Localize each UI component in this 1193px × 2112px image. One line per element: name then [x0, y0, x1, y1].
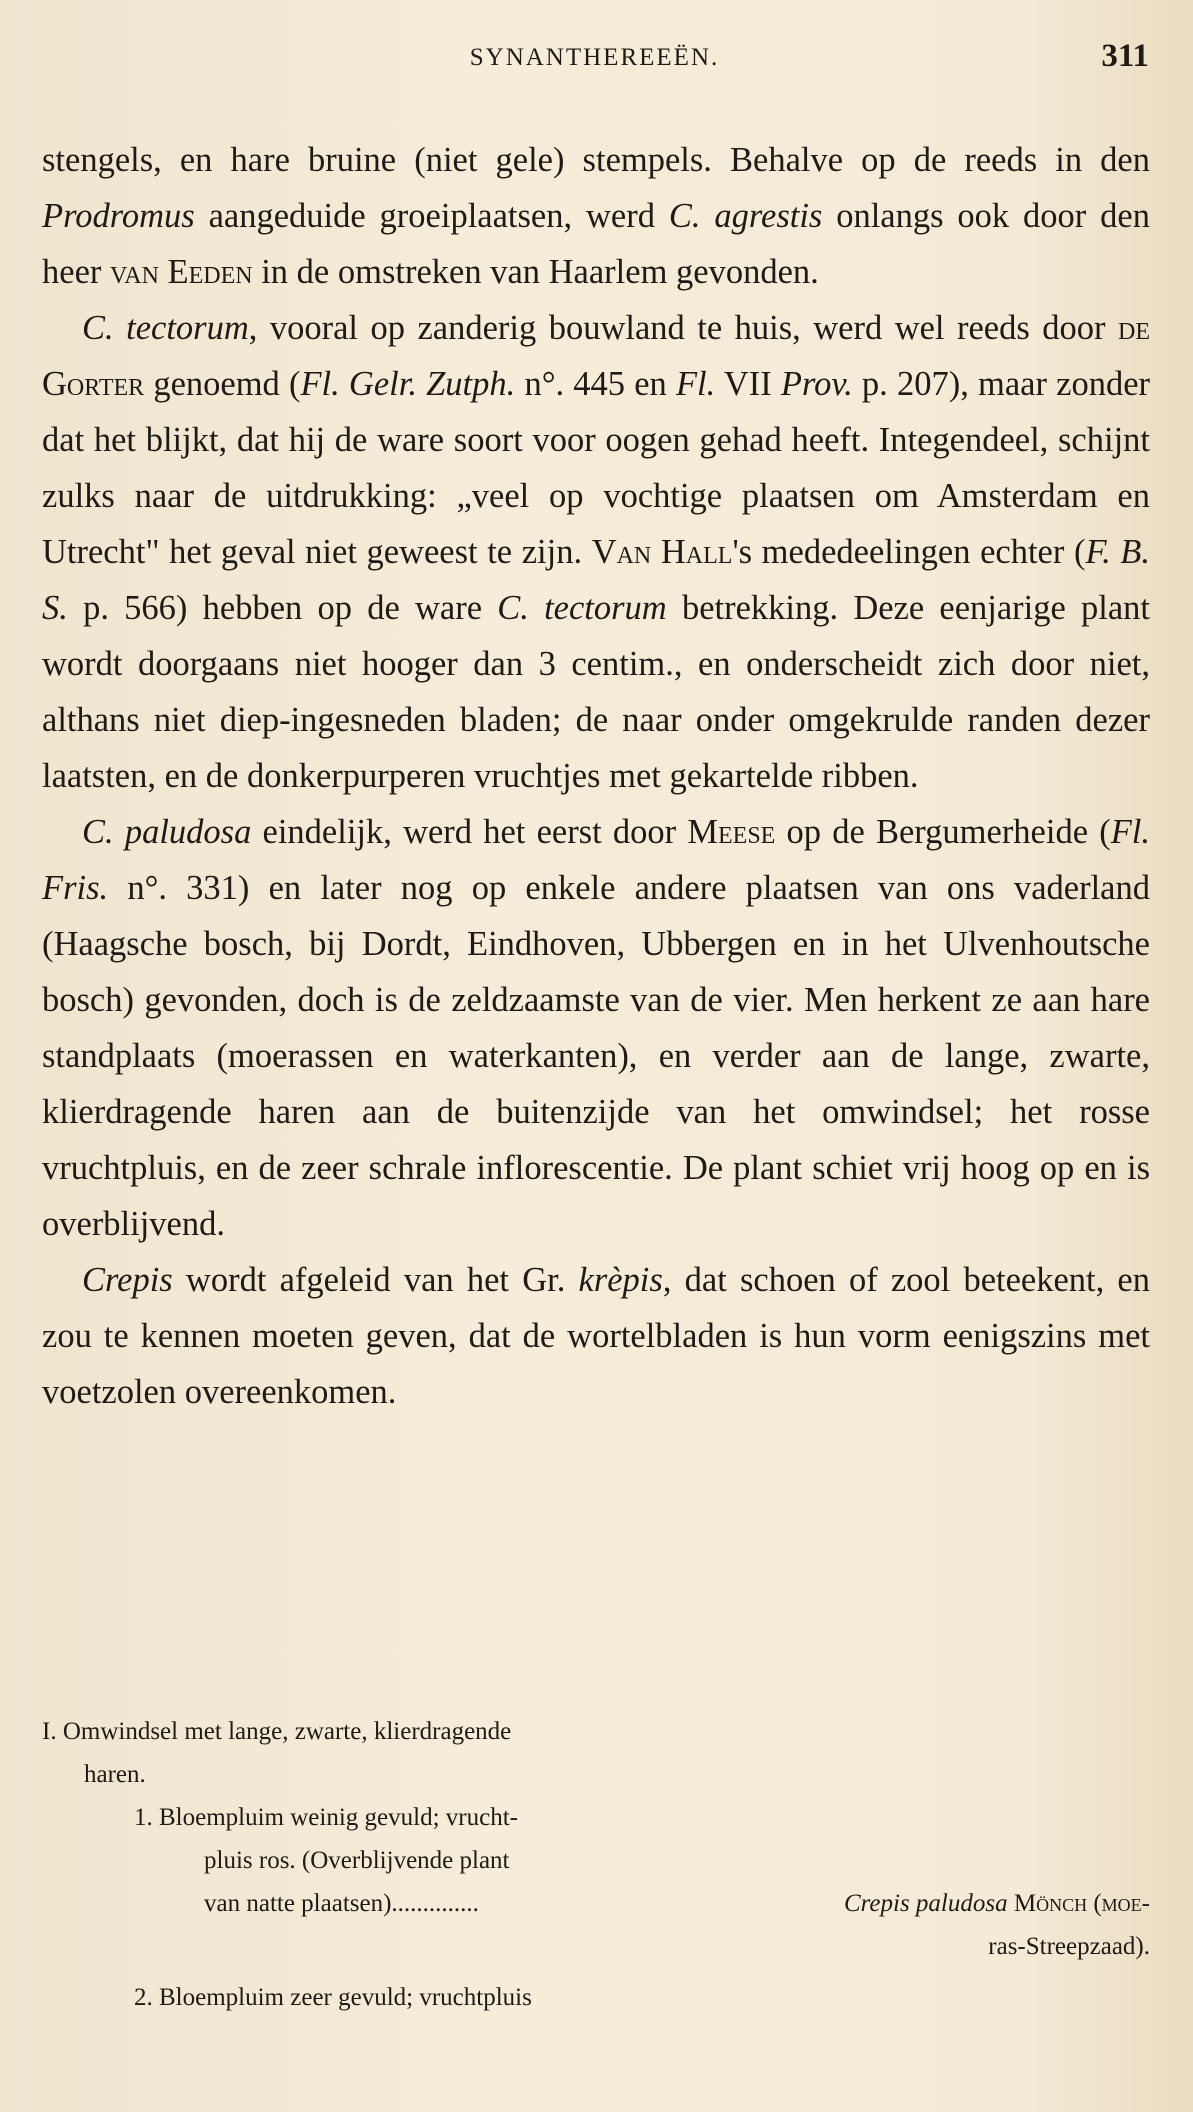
key-line: van natte plaatsen)..............	[204, 1890, 479, 1917]
key-line: haren.	[84, 1761, 146, 1788]
text-run: , vooral op zanderig bouwland te huis, werd wel reeds door	[248, 309, 1118, 347]
text-run: eindelijk, werd het eerst door	[251, 813, 688, 851]
key-line: ras-Streepzaad).	[988, 1933, 1150, 1960]
paragraph-1	[42, 132, 1150, 300]
page-number: 311	[1101, 38, 1149, 74]
page-header	[40, 38, 1149, 78]
key-line-with-species	[42, 1882, 1150, 1925]
text-run: wordt afgeleid van het Gr.	[172, 1261, 579, 1299]
text-run: betrekking. Deze eenjarige plant wordt doorgaans niet hooger dan 3 centim., en onderscheidt zich door niet, althans niet diep-ingesneden bladen; de naar onder omgekrulde randen dezer laatsten, en de donkerpurperen vruchtjes met gekartelde ribben.	[42, 589, 1151, 795]
text-run: in de omstreken van Haarlem gevonden.	[252, 253, 819, 291]
italic-run: C. paludosa	[82, 813, 252, 851]
author-name: de Gorter	[42, 309, 1150, 403]
text-run: p. 207), maar zonder dat het blijkt, dat hij de ware soort voor oogen gehad heeft. Integendeel, schijnt zulks naar de uitdrukking: „veel op vochtige plaatsen om Amsterdam en Utrecht" het geval niet geweest te zijn.	[42, 365, 1150, 571]
species-name	[844, 1882, 1150, 1925]
paragraph-3	[42, 804, 1150, 1252]
text-run: 's mededeelingen echter (	[732, 533, 1086, 571]
running-head: SYNANTHEREEËN.	[469, 44, 720, 71]
author-name: Meese	[687, 813, 776, 851]
italic-run: C. tectorum	[497, 589, 667, 627]
text-run: n°. 331) en later nog op enkele andere plaatsen van ons vaderland (Haagsche bosch, bij Dordt, Eindhoven, Ubbergen en in het Ulvenhoutsche bosch) gevonden, doch is de zeldzaamste van de vier. Men herkent ze aan hare standplaats (moerassen en waterkanten), en verder aan de lange, zwarte, klierdragende haren aan de buitenzijde van het omwindsel; het rosse vruchtpluis, en de zeer schrale inflorescentie. De plant schiet vrij hoog op en is overblijvend.	[42, 869, 1150, 1243]
paragraph-4	[42, 1252, 1150, 1420]
text-run: stengels, en hare bruine (niet gele) stempels. Behalve op de reeds in den	[42, 141, 1150, 179]
body-text	[42, 132, 1150, 1420]
italic-run: Fl. Gelr. Zutph.	[300, 365, 516, 403]
key-line: 2. Bloempluim zeer gevuld; vruchtpluis	[134, 1984, 532, 2011]
species-author: Mönch (moe-	[1007, 1890, 1150, 1917]
text-run: VII	[715, 365, 781, 403]
species-italic: Crepis paludosa	[843, 1890, 1008, 1917]
italic-run: Prodromus	[42, 197, 195, 235]
key-line: I. Omwindsel met lange, zwarte, klierdragende	[42, 1718, 512, 1745]
italic-run: Fl.	[675, 365, 716, 403]
text-run: p. 566) hebben op de ware	[67, 589, 498, 627]
text-run: genoemd (	[144, 365, 301, 403]
text-run: , dat schoen of zool beteekent, en zou te kennen moeten geven, dat de wortelbladen is hun vorm eenigszins met voetzolen overeenkomen.	[42, 1261, 1150, 1411]
italic-run: Prov.	[780, 365, 853, 403]
italic-run: F. B. S.	[42, 533, 1151, 627]
paragraph-2	[42, 300, 1150, 804]
text-run: op de Bergumerheide (	[775, 813, 1111, 851]
author-name: van Eeden	[110, 253, 253, 291]
italic-run: krèpis	[578, 1261, 663, 1299]
italic-run: C. tectorum	[82, 309, 249, 347]
italic-run: Crepis	[82, 1261, 173, 1299]
author-name: Van Hall	[591, 533, 733, 571]
italic-run: Fl. Fris.	[42, 813, 1150, 907]
text-run: aangeduide groeiplaatsen, werd	[194, 197, 669, 235]
italic-run: C. agrestis	[668, 197, 823, 235]
identification-key	[42, 1710, 1150, 2019]
key-line: 1. Bloempluim weinig gevuld; vrucht-	[134, 1804, 518, 1831]
text-run: n°. 445 en	[515, 365, 676, 403]
text-run: onlangs ook door den heer	[42, 197, 1150, 291]
key-line: pluis ros. (Overblijvende plant	[204, 1847, 510, 1874]
